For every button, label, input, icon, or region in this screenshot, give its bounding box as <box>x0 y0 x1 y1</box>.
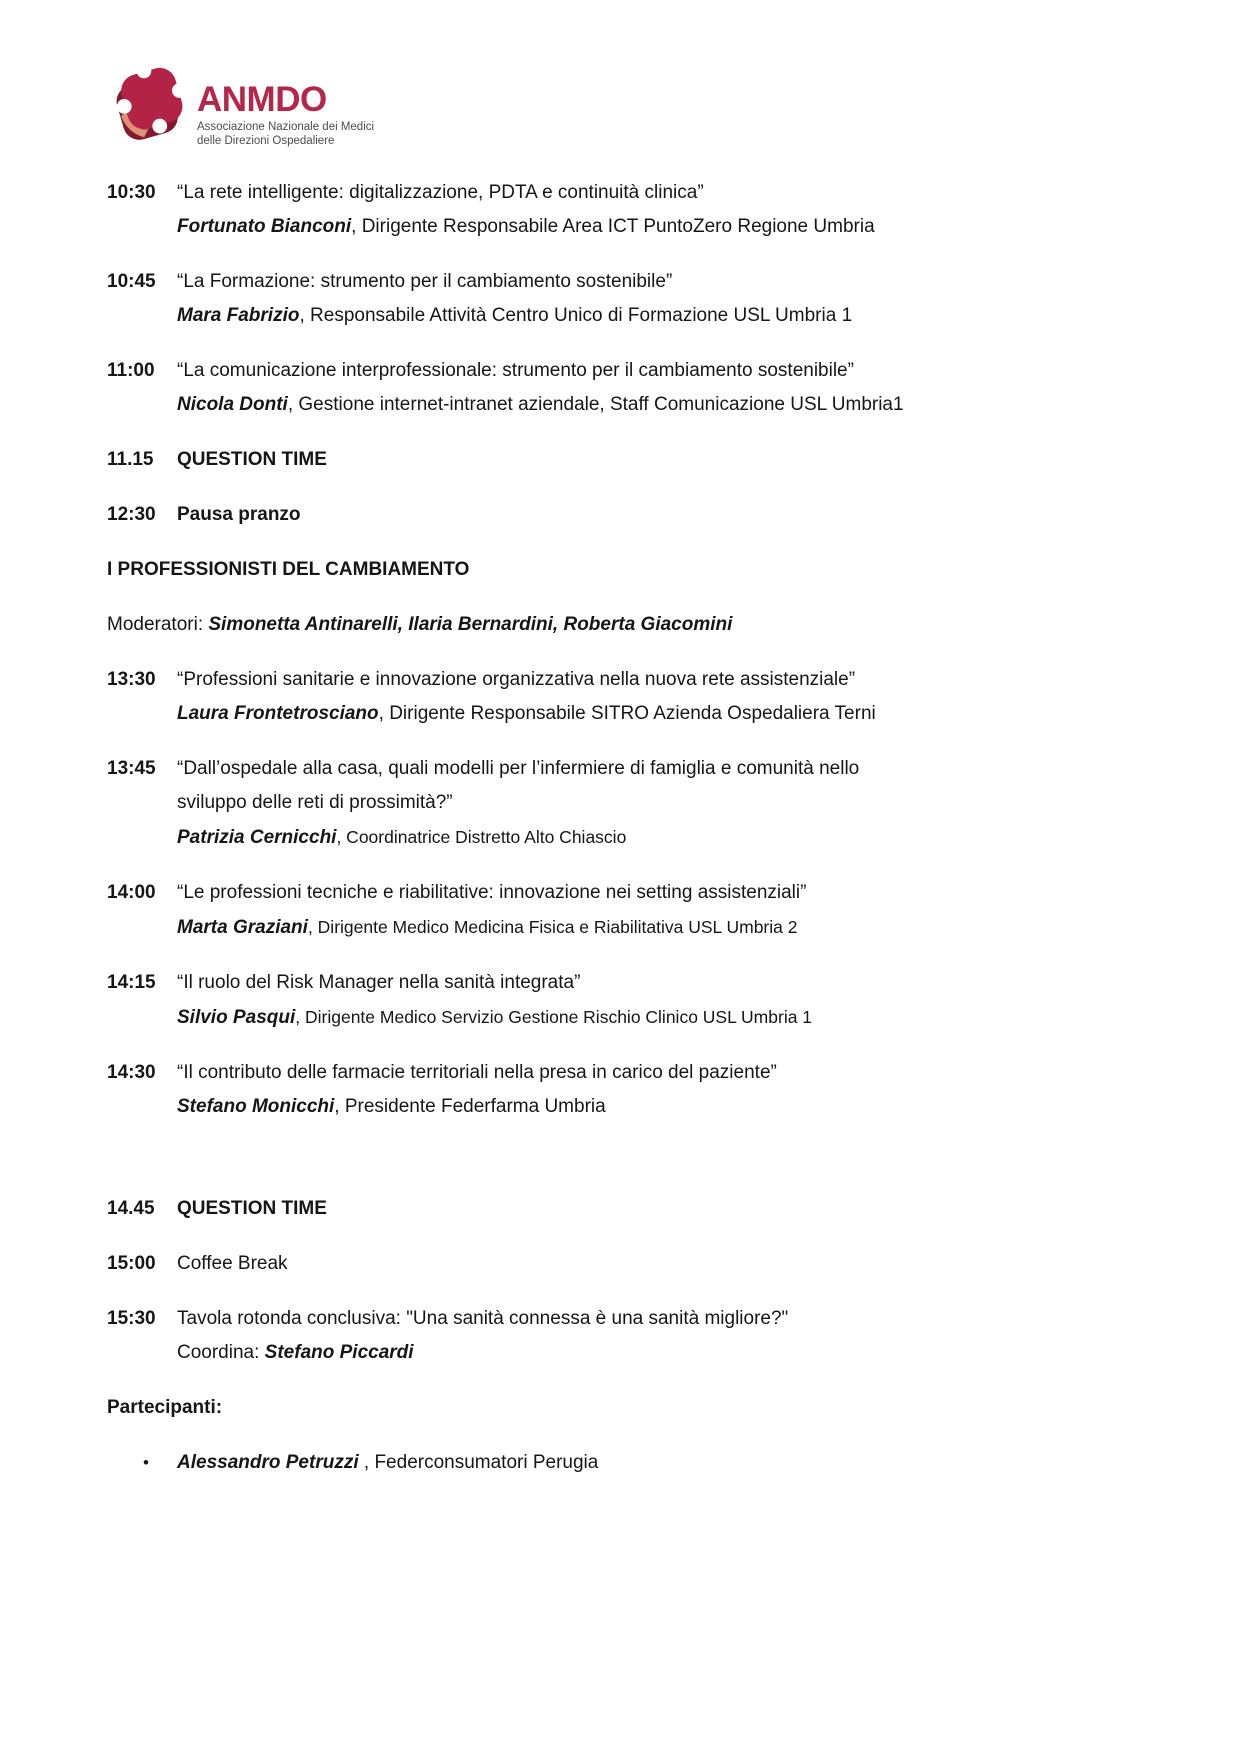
logo-text-block <box>197 60 374 149</box>
entry-time: 14.45 <box>107 1198 155 1219</box>
entry-line <box>177 354 1136 388</box>
entry-content <box>177 1302 1136 1370</box>
session-1100 <box>107 354 1136 422</box>
entry-content <box>177 1056 1136 1124</box>
session-1415 <box>107 966 1136 1035</box>
entry-line <box>177 752 1136 786</box>
entry-content <box>177 1247 1136 1281</box>
entry-time: 14:00 <box>107 882 156 903</box>
section-heading <box>107 553 1136 587</box>
entry-content <box>177 1192 1136 1226</box>
entry-content <box>177 966 1136 1035</box>
session-1030 <box>107 176 1136 244</box>
text-segment: Pausa pranzo <box>177 504 301 525</box>
text-segment: Marta Graziani <box>177 917 308 938</box>
entry-line <box>177 1000 1136 1035</box>
entry-time: 11.15 <box>107 449 154 470</box>
text-segment: Coordina: <box>177 1342 265 1363</box>
text-segment: Alessandro Petruzzi <box>177 1452 364 1473</box>
entry-line <box>177 265 1136 299</box>
entry-line <box>177 1336 1136 1370</box>
entry-line <box>177 299 1136 333</box>
participant-item <box>107 1446 1136 1480</box>
text-segment: Partecipanti: <box>107 1397 223 1418</box>
entry-time: 15:30 <box>107 1308 156 1329</box>
entry-line <box>177 388 1136 422</box>
text-segment: QUESTION TIME <box>177 1198 327 1219</box>
entry-line <box>177 663 1136 697</box>
entry-line <box>177 1302 1136 1336</box>
text-segment: “Dall’ospedale alla casa, quali modelli per l’infermiere di famiglia e comunità nello <box>177 758 860 779</box>
entry-line <box>107 1391 1136 1425</box>
entry-line <box>177 1247 1136 1281</box>
text-segment: Tavola rotonda conclusiva: "Una sanità connessa è una sanità migliore?" <box>177 1308 789 1329</box>
text-segment: , Dirigente Medico Medicina Fisica e Riabilitativa USL Umbria 2 <box>307 917 798 937</box>
question-time-1115 <box>107 443 1136 477</box>
session-1400 <box>107 876 1136 945</box>
logo-tagline <box>197 120 374 149</box>
text-segment: , Presidente Federfarma Umbria <box>334 1096 606 1117</box>
text-segment: Patrizia Cernicchi <box>177 827 337 848</box>
text-segment: Stefano Piccardi <box>264 1342 414 1363</box>
text-segment: Simonetta Antinarelli, Ilaria Bernardini, Roberta Giacomini <box>208 614 733 635</box>
entry-time: 14:30 <box>107 1062 156 1083</box>
entry-content <box>107 553 1136 587</box>
entry-line <box>177 1446 1136 1480</box>
text-segment: Fortunato Bianconi <box>177 216 352 237</box>
entry-line <box>177 443 1136 477</box>
entry-line <box>177 498 1136 532</box>
entry-line <box>177 966 1136 1000</box>
entry-content <box>177 354 1136 422</box>
entry-content <box>177 176 1136 244</box>
text-segment: , Responsabile Attività Centro Unico di Formazione USL Umbria 1 <box>299 305 853 326</box>
entry-content <box>107 1391 1136 1425</box>
entry-line <box>177 697 1136 731</box>
session-1330 <box>107 663 1136 731</box>
entry-line <box>107 553 1136 587</box>
entry-time: 10:45 <box>107 271 156 292</box>
entry-line <box>177 910 1136 945</box>
entry-time: 10:30 <box>107 182 156 203</box>
session-1345 <box>107 752 1136 855</box>
entry-content <box>177 876 1136 945</box>
entry-time: 13:30 <box>107 669 156 690</box>
entry-time: 11:00 <box>107 360 155 381</box>
moderators-line <box>107 608 1136 642</box>
entry-time: 13:45 <box>107 758 156 779</box>
entry-content <box>107 608 1136 642</box>
text-segment: , Dirigente Responsabile Area ICT PuntoZero Regione Umbria <box>351 216 875 237</box>
entry-time: 14:15 <box>107 972 156 993</box>
entry-content <box>177 1446 1136 1480</box>
entry-line <box>177 176 1136 210</box>
entry-line <box>177 210 1136 244</box>
text-segment: I PROFESSIONISTI DEL CAMBIAMENTO <box>107 559 470 580</box>
text-segment: “La Formazione: strumento per il cambiamento sostenibile” <box>177 271 673 292</box>
entry-time: 12:30 <box>107 504 156 525</box>
text-segment: “Le professioni tecniche e riabilitative: innovazione nei setting assistenziali” <box>177 882 807 903</box>
text-segment: , Gestione internet-intranet aziendale, Staff Comunicazione USL Umbria1 <box>287 394 904 415</box>
entry-content <box>177 498 1136 532</box>
entry-line <box>177 1056 1136 1090</box>
text-segment: , Dirigente Medico Servizio Gestione Rischio Clinico USL Umbria 1 <box>295 1007 813 1027</box>
text-segment: “La rete intelligente: digitalizzazione, PDTA e continuità clinica” <box>177 182 704 203</box>
program-schedule <box>107 176 1136 1480</box>
entry-content <box>177 663 1136 731</box>
text-segment: Silvio Pasqui <box>177 1007 296 1028</box>
entry-content <box>177 752 1136 855</box>
entry-content <box>177 443 1136 477</box>
text-segment: “Professioni sanitarie e innovazione organizzativa nella nuova rete assistenziale” <box>177 669 856 690</box>
question-time-1445 <box>107 1192 1136 1226</box>
entry-line <box>107 608 1136 642</box>
text-segment: , Federconsumatori Perugia <box>363 1452 599 1473</box>
text-segment: sviluppo delle reti di prossimità?” <box>177 792 453 813</box>
round-table-1530 <box>107 1302 1136 1370</box>
text-segment: , Coordinatrice Distretto Alto Chiascio <box>336 827 627 847</box>
entry-line <box>177 786 1136 820</box>
anmdo-logo <box>107 60 1136 148</box>
text-segment: Moderatori: <box>107 614 209 635</box>
text-segment: QUESTION TIME <box>177 449 327 470</box>
logo-tagline-line2: delle Direzioni Ospedaliere <box>197 135 335 148</box>
participants-heading <box>107 1391 1136 1425</box>
anmdo-gem-icon <box>107 60 189 146</box>
text-segment: “La comunicazione interprofessionale: strumento per il cambiamento sostenibile” <box>177 360 854 381</box>
entry-content <box>177 265 1136 333</box>
text-segment: Stefano Monicchi <box>177 1096 335 1117</box>
lunch-break-1230 <box>107 498 1136 532</box>
bullet-icon: • <box>143 1453 149 1472</box>
entry-line <box>177 876 1136 910</box>
text-segment: Mara Fabrizio <box>177 305 300 326</box>
text-segment: “Il contributo delle farmacie territoriali nella presa in carico del paziente” <box>177 1062 777 1083</box>
text-segment: “Il ruolo del Risk Manager nella sanità integrata” <box>177 972 581 993</box>
coffee-break-1500 <box>107 1247 1136 1281</box>
text-segment: , Dirigente Responsabile SITRO Azienda Ospedaliera Terni <box>378 703 876 724</box>
text-segment: Nicola Donti <box>177 394 288 415</box>
text-segment: Laura Frontetrosciano <box>177 703 379 724</box>
session-1045 <box>107 265 1136 333</box>
logo-wordmark: ANMDO <box>197 80 327 119</box>
entry-line <box>177 1192 1136 1226</box>
logo-tagline-line1: Associazione Nazionale dei Medici <box>197 121 375 133</box>
entry-time: 15:00 <box>107 1253 156 1274</box>
text-segment: Coffee Break <box>177 1253 288 1274</box>
session-1430 <box>107 1056 1136 1124</box>
entry-line <box>177 820 1136 855</box>
entry-line <box>177 1090 1136 1124</box>
